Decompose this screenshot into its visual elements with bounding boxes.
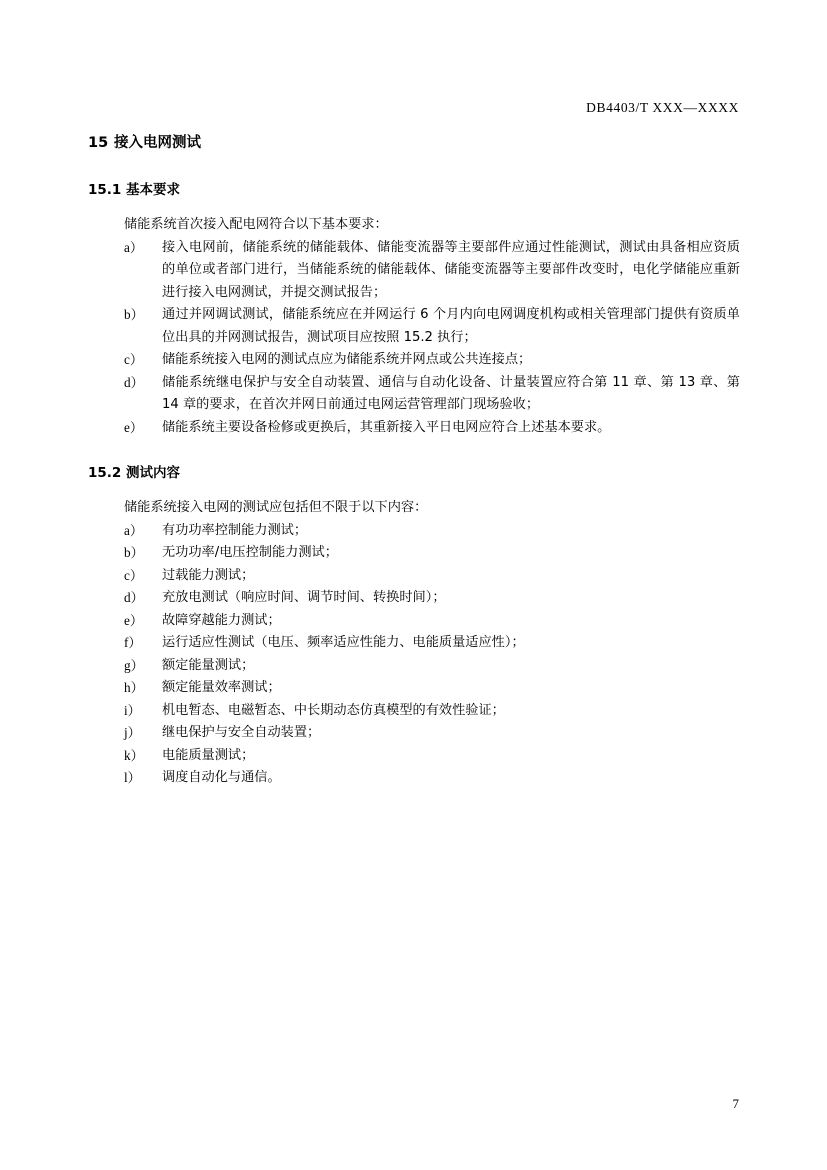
list-marker: f） [124, 635, 142, 650]
list-item-text: 额定能量测试； [162, 657, 255, 673]
list-item-text: 故障穿越能力测试； [162, 612, 281, 628]
subsection-title-15-2: 测试内容 [126, 465, 180, 481]
list-item-text: 机电暂态、电磁暂态、中长期动态仿真模型的有效性验证； [162, 702, 505, 718]
list-marker: k） [124, 747, 144, 763]
list-marker: b） [124, 545, 144, 560]
list-item [88, 372, 740, 417]
list-item [88, 677, 740, 700]
list-item [88, 304, 740, 349]
list-marker: e） [124, 419, 144, 435]
list-marker: c） [124, 352, 144, 367]
list-marker: d） [124, 590, 144, 605]
list-item [88, 610, 740, 633]
intro-text-15-1: 储能系统首次接入配电网符合以下基本要求： [124, 217, 388, 232]
list-item-text: 通过并网调试测试，储能系统应在并网运行 6 个月内向电网调度机构或相关管理部门提供有资质单位出具的并网测试报告，测试项目应按照 15.2 执行； [162, 307, 740, 345]
list-marker: a） [124, 239, 144, 255]
list-item [88, 587, 740, 610]
section-number: 15 [88, 135, 109, 151]
page-header [586, 100, 739, 116]
list-item-text: 有功功率控制能力测试； [162, 522, 308, 538]
section-title: 接入电网测试 [114, 135, 201, 151]
list-item-text: 调度自动化与通信。 [162, 770, 281, 785]
list-item-text: 储能系统继电保护与安全自动装置、通信与自动化设备、计量装置应符合第 11 章、第 13 章、第 14 章的要求，在首次并网日前通过电网运营管理部门现场验收； [162, 374, 740, 412]
subsection-number-15-1: 15.1 [88, 182, 122, 198]
list-marker: b） [124, 307, 144, 322]
list-item-text: 无功功率/电压控制能力测试； [162, 545, 338, 560]
list-item [88, 700, 740, 723]
list-item [88, 417, 740, 440]
list-item [88, 745, 740, 768]
list-item [88, 655, 740, 678]
list-item-text: 运行适应性测试（电压、频率适应性能力、电能质量适应性）； [162, 635, 525, 650]
list-marker: l） [124, 770, 141, 785]
section-heading [88, 132, 740, 154]
list-15-1 [88, 237, 740, 440]
subsection-number-15-2: 15.2 [88, 465, 122, 481]
list-item [88, 767, 740, 790]
list-item-text: 接入电网前，储能系统的储能载体、储能变流器等主要部件应通过性能测试，测试由具备相应资质的单位或者部门进行，当储能系统的储能载体、储能变流器等主要部件改变时，电化学储能应重新进行接入电网测试，并提交测试报告； [162, 239, 740, 300]
list-marker: i） [124, 702, 141, 718]
page-number: 7 [732, 1096, 739, 1111]
list-item [88, 520, 740, 543]
list-marker: h） [124, 680, 144, 695]
list-item-text: 储能系统接入电网的测试点应为储能系统并网点或公共连接点； [162, 352, 532, 367]
list-item-text: 充放电测试（响应时间、调节时间、转换时间）； [162, 590, 446, 605]
list-15-2 [88, 520, 740, 790]
list-marker: c） [124, 567, 144, 583]
subsection-title-15-1: 基本要求 [126, 182, 180, 198]
list-item [88, 237, 740, 305]
list-marker: g） [124, 657, 144, 673]
list-item-text: 储能系统主要设备检修或更换后，其重新接入平日电网应符合上述基本要求。 [162, 419, 611, 435]
list-item-text: 继电保护与安全自动装置； [162, 725, 321, 740]
list-item [88, 565, 740, 588]
intro-text-15-2: 储能系统接入电网的测试应包括但不限于以下内容： [124, 500, 428, 515]
list-marker: j） [124, 725, 141, 740]
list-item [88, 722, 740, 745]
list-marker: a） [124, 522, 144, 538]
standard-code: DB4403/T XXX—XXXX [586, 100, 739, 115]
list-item-text: 额定能量效率测试； [162, 680, 281, 695]
list-marker: d） [124, 374, 144, 390]
list-item-text: 电能质量测试； [162, 747, 255, 763]
list-item [88, 349, 740, 372]
list-marker: e） [124, 612, 144, 628]
page-content [88, 132, 740, 790]
subsection-heading-15-2 [88, 463, 740, 484]
subsection-heading-15-1 [88, 180, 740, 201]
list-item [88, 542, 740, 565]
list-item-text: 过载能力测试； [162, 567, 255, 583]
list-item [88, 632, 740, 655]
